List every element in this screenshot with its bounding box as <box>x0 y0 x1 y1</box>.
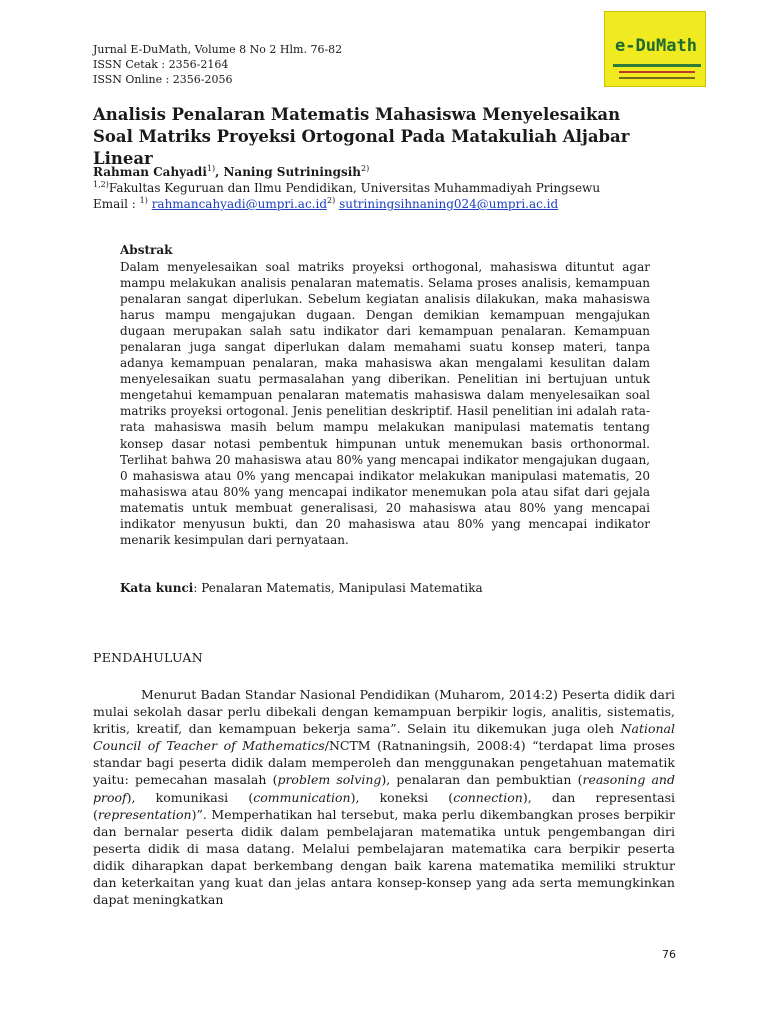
keywords-label: Kata kunci <box>120 581 194 595</box>
intro-text: Menurut Badan Standar Nasional Pendidikan (Muharom, 2014:2) Peserta didik dari mulai sekolah dasar perlu dibekali dengan kemampuan berpikir logis, analitis, sistematis, kritis, kreatif, dan kemampuan bekerja sama”. Selain itu dikemukan juga oleh <box>93 687 675 737</box>
logo-decoration-bar <box>613 64 701 67</box>
keywords-text: : Penalaran Matematis, Manipulasi Matematika <box>193 581 483 595</box>
journal-volume: Jurnal E-DuMath, Volume 8 No 2 Hlm. 76-82 <box>93 43 343 56</box>
intro-italic: representation <box>97 806 192 822</box>
page-number: 76 <box>662 948 676 961</box>
intro-text: ), dan representasi ( <box>93 789 675 822</box>
issn-online: ISSN Online : 2356-2056 <box>93 73 233 86</box>
logo-decoration-line <box>619 77 695 79</box>
issn-print: ISSN Cetak : 2356-2164 <box>93 58 229 71</box>
intro-italic: National Council of Teacher of Mathematics <box>93 721 675 754</box>
email-line <box>93 196 558 211</box>
paper-title: Analisis Penalaran Matematis Mahasiswa Menyelesaikan Soal Matriks Proyeksi Ortogonal Pada Matakuliah Aljabar Linear <box>93 105 630 168</box>
intro-italic: communication <box>253 789 351 805</box>
email-sup: 2) <box>327 196 336 205</box>
logo-decoration-line <box>619 71 695 73</box>
authors <box>93 164 369 179</box>
affiliation <box>93 180 600 195</box>
email-label: Email : <box>93 197 140 211</box>
intro-text: ), koneksi ( <box>350 789 454 805</box>
email-link-1[interactable]: rahmancahyadi@umpri.ac.id <box>151 197 328 211</box>
author-sup: 1) <box>206 164 216 173</box>
intro-text: )”. Memperhatikan hal tersebut, maka perlu dikembangkan proses berpikir dan bernalar peserta didik dalam pembelajaran matematika untuk pengembangan diri peserta didik di masa datang. Melalui pembelajaran matematika cara berpikir peserta didik diharapkan dapat berkembang dengan baik karena matematika memiliki struktur dan keterkaitan yang kuat dan jelas antara konsep-konsep yang ada serta memungkinkan dapat meningkatkan <box>93 806 675 908</box>
author-sup: 2) <box>361 164 370 173</box>
abstract-heading: Abstrak <box>120 243 173 257</box>
intro-text: /NCTM (Ratnaningsih, 2008:4) “terdapat lima proses standar bagi peserta didik dalam memperoleh dan menggunakan pengetahuan matematik yaitu: pemecahan masalah ( <box>93 738 675 788</box>
section-heading: PENDAHULUAN <box>93 650 203 665</box>
author-separator: , <box>215 165 224 179</box>
affiliation-text: Fakultas Keguruan dan Ilmu Pendidikan, Universitas Muhammadiyah Pringsewu <box>108 181 601 195</box>
email-link-2[interactable]: sutriningsihnaning024@umpri.ac.id <box>339 197 559 211</box>
intro-text: ), komunikasi ( <box>126 789 254 805</box>
intro-italic: problem solving <box>277 772 382 788</box>
email-sup: 1) <box>139 196 148 205</box>
intro-text: ), penalaran dan pembuktian ( <box>381 772 583 788</box>
affiliation-sup: 1,2) <box>93 180 109 189</box>
journal-logo <box>604 11 706 87</box>
logo-text: e-DuMath <box>615 36 697 56</box>
intro-italic: connection <box>453 789 523 805</box>
author-name: Naning Sutriningsih <box>223 165 362 179</box>
author-name: Rahman Cahyadi <box>93 165 207 179</box>
intro-italic: reasoning and proof <box>93 772 675 805</box>
journal-header <box>93 42 342 87</box>
introduction-paragraph <box>93 686 675 908</box>
keywords <box>120 581 483 595</box>
abstract-body: Dalam menyelesaikan soal matriks proyeksi orthogonal, mahasiswa dituntut agar mampu melakukan analisis penalaran matematis. Selama proses analisis, kemampuan penalaran sangat diperlukan. Sebelum kegiatan analisis dilakukan, maka mahasiswa harus mampu mengajukan dugaan. Dengan demikian kemampuan mengajukan dugaan merupakan salah satu indikator dari kemampuan penalaran. Kemampuan penalaran juga sangat diperlukan dalam memahami suatu konsep materi, tanpa adanya kemampuan penalaran, maka mahasiswa akan mengalami kesulitan dalam menyelesaikan suatu permasalahan yang diberikan. Penelitian ini bertujuan untuk mengetahui kemampuan penalaran matematis mahasiswa dalam menyelesaikan soal matriks proyeksi ortogonal. Jenis penelitian deskriptif. Hasil penelitian ini adalah rata-rata mahasiswa masih belum mampu melakukan manipulasi matematis tentang konsep dasar notasi pembentuk himpunan untuk menemukan basis orthonormal. Terlihat bahwa 20 mahasiswa atau 80% yang mencapai indikator mengajukan dugaan, 0 mahasiswa atau 0% yang mencapai indikator melakukan manipulasi matematis, 20 mahasiswa atau 80% yang mencapai indikator menemukan pola atau sifat dari gejala matematis untuk membuat generalisasi, 20 mahasiswa atau 80% yang mencapai indikator menyusun bukti, dan 20 mahasiswa atau 80% yang mencapai indikator menarik kesimpulan dari pernyataan. <box>120 260 650 547</box>
